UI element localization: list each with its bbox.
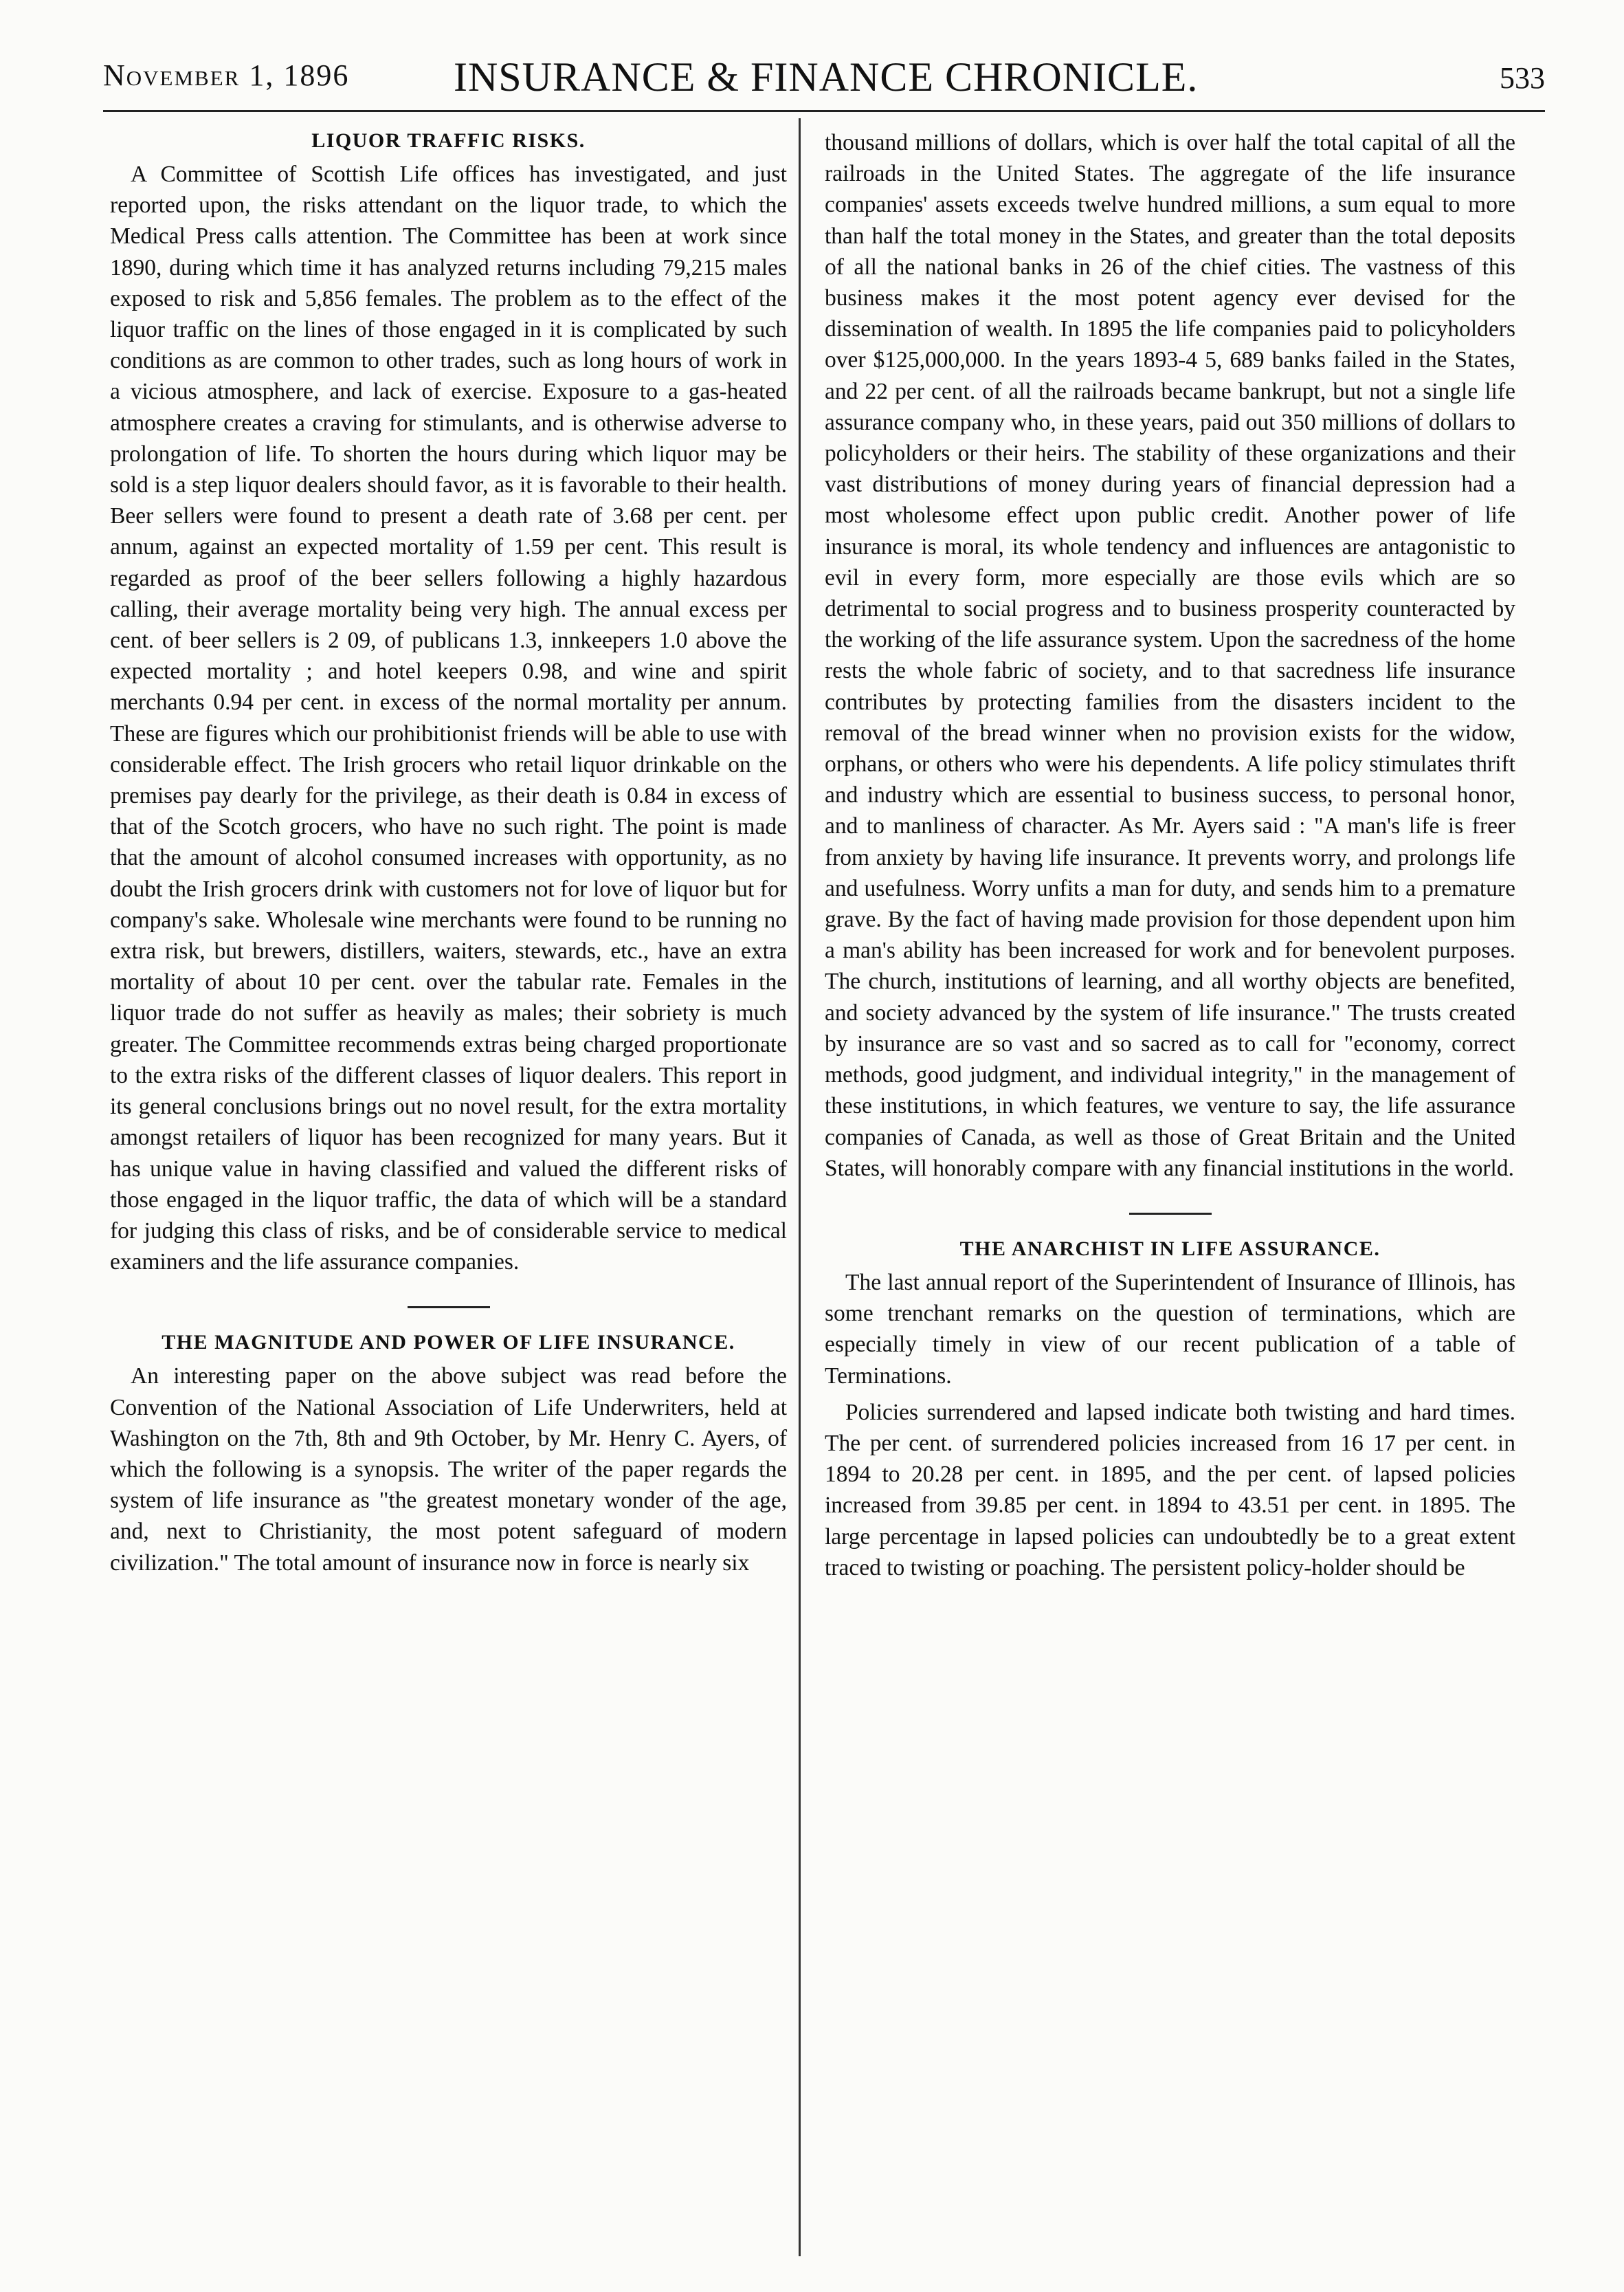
article-body-magnitude: An interesting paper on the above subject was read before the Convention of the National Association of Life Underwriters, held at Washington on the 7th, 8th and 9th October, by Mr. Henry C. Ayers, of which the following is a synopsis. The writer of the paper regards the system of life insurance as "the greatest monetary wonder of the age, and, next to Christianity, the most potent safeguard of modern civilization." The total amount of insurance now in force is nearly six — [110, 1363, 787, 1576]
publication-title: INSURANCE & FINANCE CHRONICLE. — [454, 54, 1199, 100]
article-paragraph-anarchist-2: Policies surrendered and lapsed indicate both twisting and hard times. The per cent. of surrendered policies increased from 16 17 per cent. in 1894 to 20.28 per cent. in 1895, and the per cent. of lapsed policies increased from 39.85 per cent. in 1894 to 43.51 per cent. in 1895. The large percentage in lapsed policies can undoubtedly be to a great extent traced to twisting or poaching. The persistent policy-holder should be — [825, 1399, 1515, 1580]
article-paragraph-anarchist-1: The last annual report of the Superintendent of Insurance of Illinois, has some trenchant remarks on the question of terminations, which are especially timely in view of our recent publication of a table of Terminations. — [825, 1269, 1515, 1389]
article-heading-anarchist: THE ANARCHIST IN LIFE ASSURANCE. — [959, 1237, 1381, 1260]
article-heading-liquor-traffic: LIQUOR TRAFFIC RISKS. — [311, 129, 586, 152]
article-body-liquor-traffic: A Committee of Scottish Life offices has investigated, and just reported upon, the risks attendant on the liquor trade, to which the Medical Press calls attention. The Committee has been at work since 1890, during which time it has analyzed returns including 79,215 males exposed to risk and 5,856 females. The problem as to the effect of the liquor traffic on the lines of those engaged in it is complicated by such conditions as are common to other trades, such as long hours of work in a vicious atmosphere, and lack of exercise. Exposure to a gas-heated atmosphere creates a craving for stimulants, and is otherwise adverse to prolongation of life. To shorten the hours during which liquor may be sold is a step liquor dealers should favor, as it is favorable to their health. Beer sellers were found to present a death rate of 3.68 per cent. per annum, against an expected mortality of 1.59 per cent. This result is regarded as proof of the beer sellers following a highly hazardous calling, their average mortality being very high. The annual excess per cent. of beer sellers is 2 09, of publicans 1.3, innkeepers 1.0 above the expected mortality ; and hotel keepers 0.98, and wine and spirit merchants 0.94 per cent. in excess of the normal mortality per annum. These are figures which our prohibitionist friends will be able to use with considerable effect. The Irish grocers who retail liquor drinkable on the premises pay dearly for the privilege, as their death is 0.84 in excess of that of the Scotch grocers, who have no such right. The point is made that the amount of alcohol consumed increases with opportunity, as no doubt the Irish grocers drink with customers not for love of liquor but for company's sake. Wholesale wine merchants were found to be running no extra risk, but brewers, distillers, waiters, stewards, etc., have an extra mortality of about 10 per cent. over the tabular rate. Females in the liquor trade do not suffer as heavily as males; their sobriety is much greater. The Committee recommends extras being charged proportionate to the extra risks of the different classes of liquor dealers. This report in its general conclusions brings out no novel result, for the extra mortality amongst retailers of liquor has been recognized for many years. But it has unique value in having classified and valued the different risks of those engaged in the liquor traffic, the data of which will be a standard for judging this class of risks, and be of considerable service to medical examiners and the life assurance companies. — [110, 162, 787, 1275]
right-column — [825, 127, 1515, 1583]
left-column — [110, 127, 787, 1578]
issue-date: November 1, 1896 — [103, 58, 350, 92]
column-divider — [799, 118, 801, 2256]
page-header — [103, 54, 1545, 102]
header-rule — [103, 110, 1545, 112]
article-heading-magnitude: THE MAGNITUDE AND POWER OF LIFE INSURANCE. — [162, 1331, 735, 1354]
article-separator — [1129, 1213, 1212, 1215]
article-body-magnitude-continued: thousand millions of dollars, which is over half the total capital of all the railroads in the United States. The aggregate of the life insurance companies' assets exceeds twelve hundred millions, a sum equal to more than half the total money in the States, and greater than the total deposits of all the national banks in 26 of the chief cities. The vastness of this business makes it the most potent agency ever devised for the dissemination of wealth. In 1895 the life companies paid to policyholders over $125,000,000. In the years 1893-4 5, 689 banks failed in the States, and 22 per cent. of all the railroads became bankrupt, but not a single life assurance company who, in these years, paid out 350 millions of dollars to policyholders or their heirs. The stability of these organizations and their vast distributions of money during years of financial depression had a most wholesome effect upon public credit. Another power of life insurance is moral, its whole tendency and influences are antagonistic to evil in every form, more especially are those evils which are so detrimental to social progress and to business prosperity counteracted by the working of the life assurance system. Upon the sacredness of the home rests the whole fabric of society, and to that sacredness life insurance contributes by protecting families from the disasters incident to the removal of the bread winner when no provision exists for the widow, orphans, or others who were his dependents. A life policy stimulates thrift and industry which are essential to business success, to personal honor, and to manliness of character. As Mr. Ayers said : "A man's life is freer from anxiety by having life insurance. It prevents worry, and prolongs life and usefulness. Worry unfits a man for duty, and sends him to a premature grave. By the fact of having made provision for those dependent upon him a man's ability has been increased for work and for benevolent purposes. The church, institutions of learning, and all worthy objects are benefited, and society advanced by the system of life insurance." The trusts created by insurance are so vast and so sacred as to call for "economy, correct methods, good judgment, and individual integrity," in the management of these institutions, in which features, we venture to say, the life assurance companies of Canada, as well as those of Great Britain and the United States, will honorably compare with any financial institutions in the world. — [825, 130, 1515, 1181]
page-number: 533 — [1500, 61, 1545, 95]
article-separator — [408, 1306, 490, 1308]
